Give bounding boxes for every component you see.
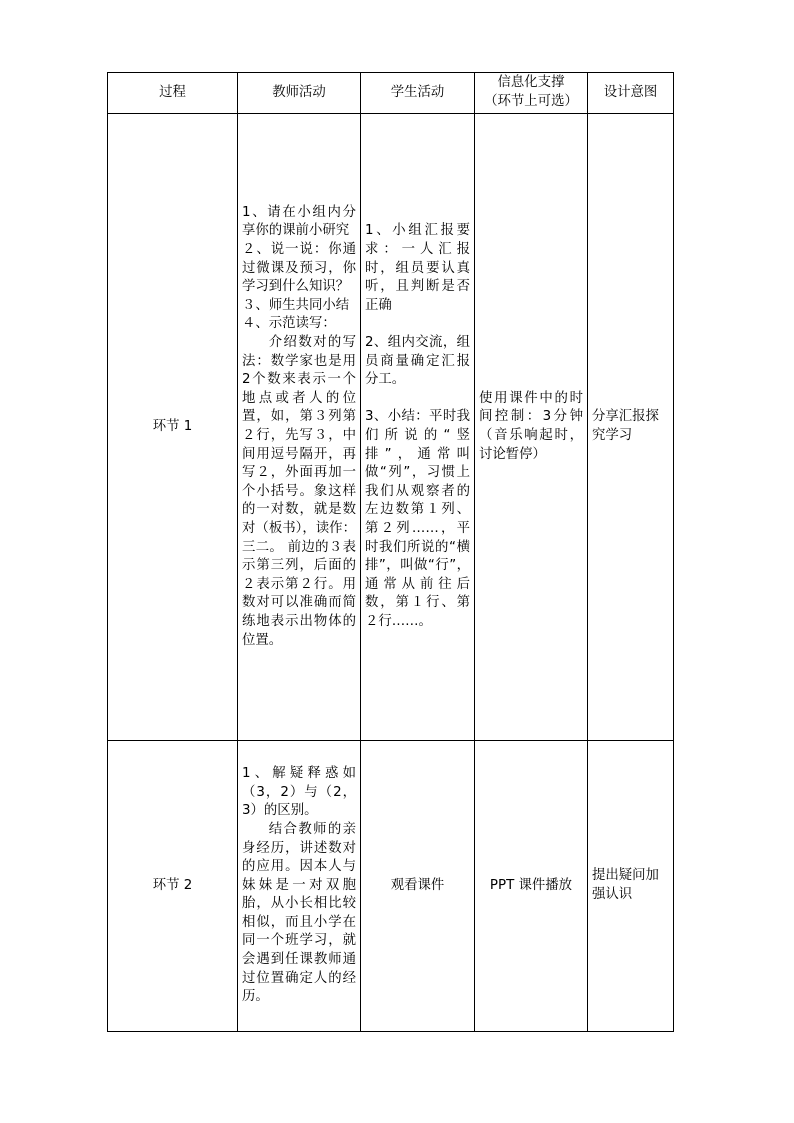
student-step-3: 3、小结：平时我们所说的“竖排”，通常叫做“列”，习惯上我们从观察者的左边数第１列、第２列……，平时我们所说的“横排”，叫做“行”，通常从前往后数，第１行、第２行……。 (365, 409, 470, 629)
paragraph-gap (365, 390, 470, 409)
teacher-step-2: 结合教师的亲身经历，讲述数对的应用。因本人与妹妹是一对双胞胎，从小长相比较相似，而且小学在同一个班学习，就会遇到任课教师通过位置确定人的经历。 (242, 821, 356, 1005)
paragraph-gap (365, 315, 470, 334)
information-support-cell: 使用课件中的时间控制：3分钟（音乐响起时，讨论暂停） (475, 114, 588, 741)
teacher-activity-cell (238, 114, 361, 741)
process-cell: 环节 2 (108, 741, 238, 1032)
header-teacher-activity: 教师活动 (238, 73, 361, 114)
header-student-activity: 学生活动 (361, 73, 475, 114)
teacher-step-1: 1、请在小组内分享你的课前小研究 (242, 204, 356, 239)
table-row (108, 741, 674, 1032)
teacher-step-3: ３、师生共同小结 (242, 297, 350, 313)
student-step-1: 1、小组汇报要求：一人汇报时，组员要认真听，且判断是否正确 (365, 223, 470, 313)
lesson-plan-table (107, 72, 674, 1032)
table-row (108, 114, 674, 741)
design-intent-cell: 提出疑问加强认识 (588, 741, 674, 1032)
student-activity-cell: 观看课件 (361, 741, 475, 1032)
teacher-activity-cell (238, 741, 361, 1032)
header-info-line1: 信息化支撑 (497, 75, 565, 91)
design-intent-cell: 分享汇报探究学习 (588, 114, 674, 741)
teacher-step-4: ４、示范读写： (242, 316, 336, 332)
process-cell: 环节 1 (108, 114, 238, 741)
header-design-intent: 设计意图 (588, 73, 674, 114)
header-process: 过程 (108, 73, 238, 114)
student-activity-cell (361, 114, 475, 741)
teacher-step-1: 1、解疑释惑如（3，2）与（2，3）的区别。 (242, 766, 356, 819)
information-support-cell: PPT 课件播放 (475, 741, 588, 1032)
table-header-row (108, 73, 674, 114)
student-step-2: 2、组内交流，组员商量确定汇报分工。 (365, 335, 470, 388)
teacher-step-4-detail: 介绍数对的写法：数学家也是用2个数来表示一个地点或者人的位置，如，第３列第２行，先写３，中间用逗号隔开，再写２，外面再加一个小括号。象这样的一对数，就是数对（板书），读作：三二。 前边的３表示第三列，后面的２表示第２行。用数对可以准确而简练地表示出物体的位置。 (242, 335, 356, 648)
teacher-step-2: ２、说一说：你通过微课及预习，你学习到什么知识？ (242, 242, 356, 295)
header-info-line2: （环节上可选） (484, 94, 578, 109)
header-information-support (475, 73, 588, 114)
